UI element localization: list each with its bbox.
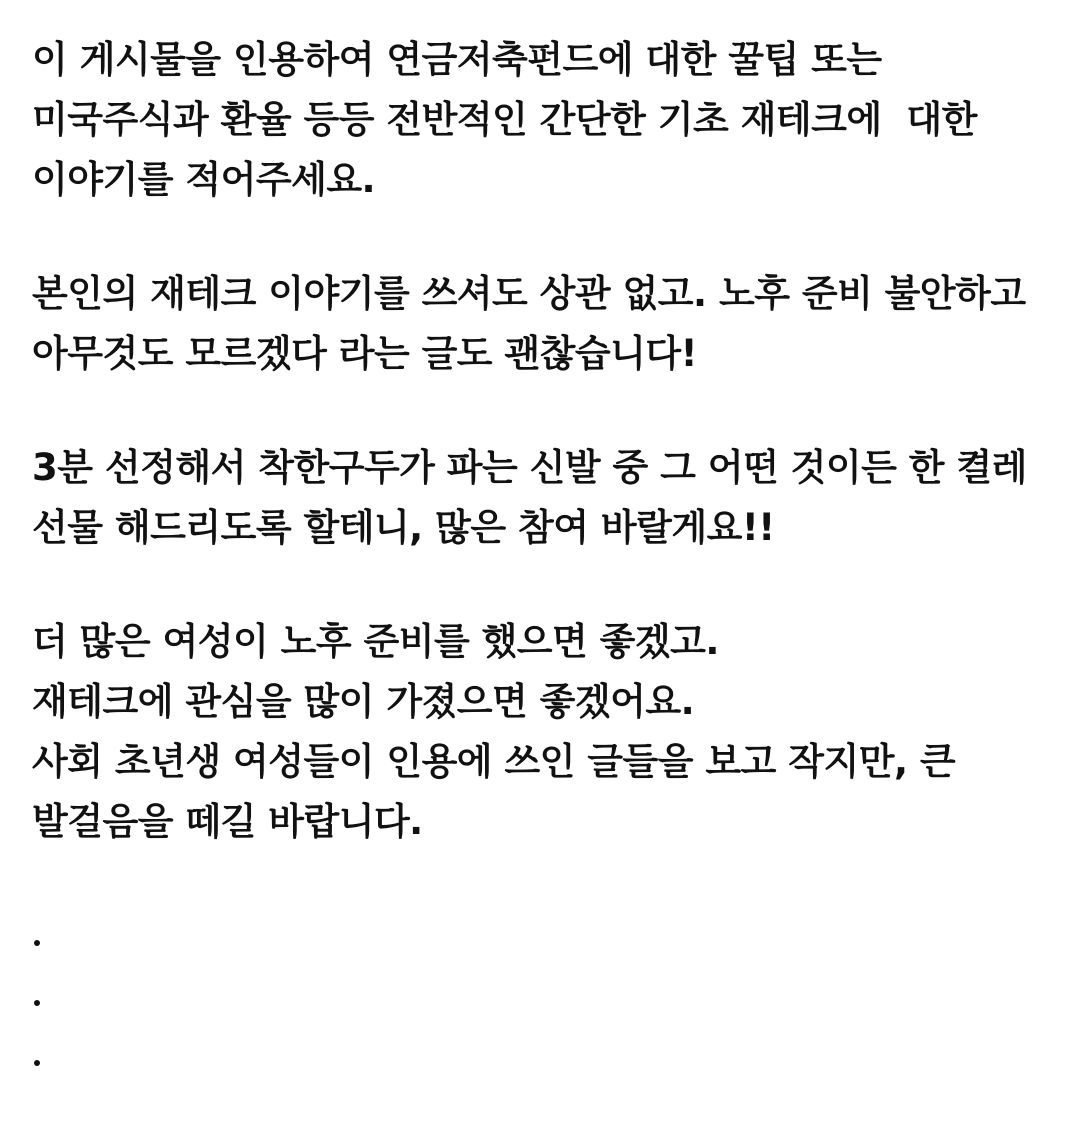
paragraph-4 [32,612,1062,852]
text-line: 3분 선정해서 착한구두가 파는 신발 중 그 어떤 것이든 한 켤레 [32,446,1027,489]
text-line: 발걸음을 떼길 바랍니다. [32,800,423,843]
text-line: 이 게시물을 인용하여 연금저축펀드에 대한 꿀팁 또는 [32,38,882,81]
dot-icon [34,1060,40,1066]
dot-icon [34,940,40,946]
text-line: 선물 해드리도록 할테니, 많은 참여 바랄게요!! [32,506,775,549]
paragraph-2 [32,264,1062,384]
text-line: 미국주식과 환율 등등 전반적인 간단한 기초 재테크에 대한 [32,98,977,141]
text-line: 사회 초년생 여성들이 인용에 쓰인 글들을 보고 작지만, 큰 [32,740,956,783]
post-body [32,30,1062,906]
dot-icon [34,1000,40,1006]
text-line: 아무것도 모르겠다 라는 글도 괜찮습니다! [32,332,698,375]
text-line: 이야기를 적어주세요. [32,158,376,201]
bullet-dots [34,940,40,1120]
text-line: 재테크에 관심을 많이 가졌으면 좋겠어요. [32,680,695,723]
text-line: 더 많은 여성이 노후 준비를 했으면 좋겠고. [32,620,719,663]
paragraph-3 [32,438,1062,558]
text-line: 본인의 재테크 이야기를 쓰셔도 상관 없고. 노후 준비 불안하고 [32,272,1026,315]
paragraph-1 [32,30,1062,210]
